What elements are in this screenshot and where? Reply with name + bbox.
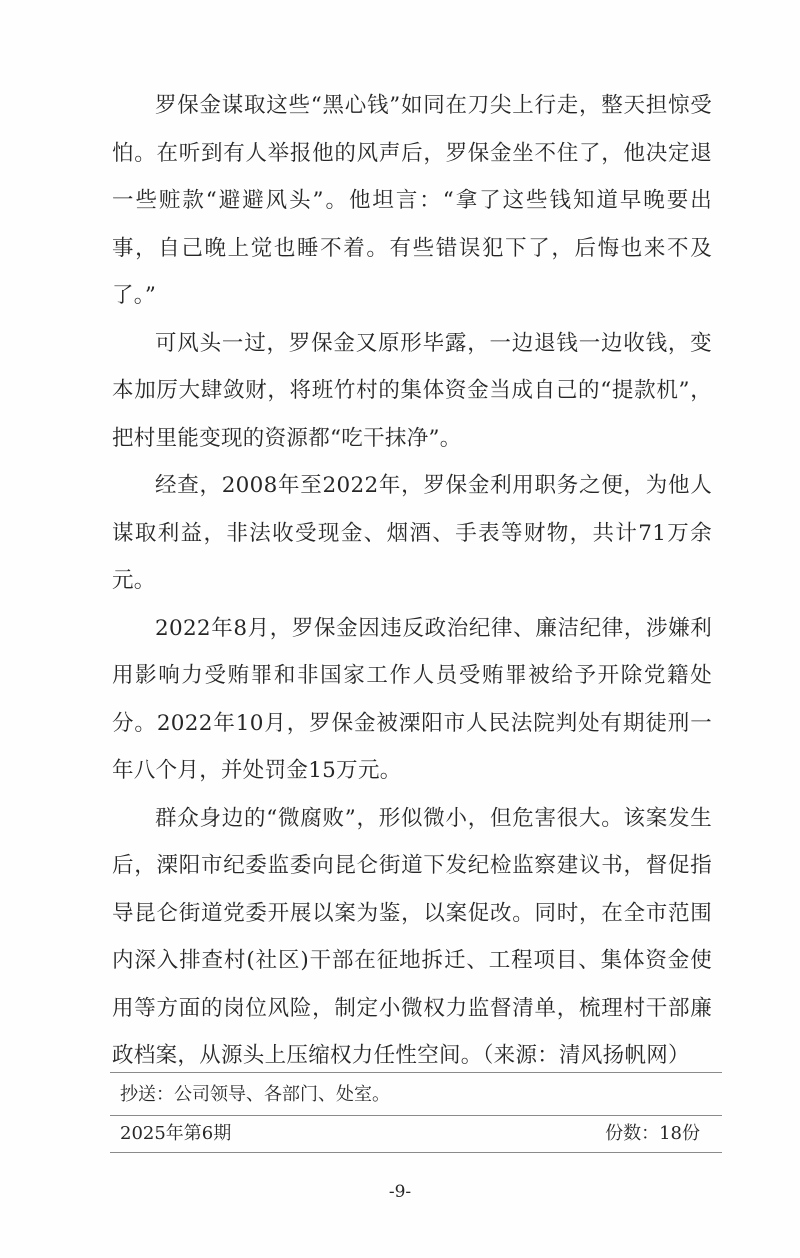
paragraph-2: 可风头一过，罗保金又原形毕露，一边退钱一边收钱，变本加厉大肆敛财，将班竹村的集体资金当成自己的“提款机”，把村里能变现的资源都“吃干抹净”。 <box>112 330 712 451</box>
paragraph-4: 2022年8月，罗保金因违反政治纪律、廉洁纪律，涉嫌利用影响力受贿罪和非国家工作人员受贿罪被给予开除党籍处分。2022年10月，罗保金被溧阳市人民法院判处有期徒刑一年八个月，并处罚金15万元。 <box>112 615 712 783</box>
footer-divider-middle <box>110 1115 722 1116</box>
copy-count: 份数：18份 <box>605 1123 700 1144</box>
issue-number: 2025年第6期 <box>120 1123 232 1144</box>
paragraph-1: 罗保金谋取这些“黑心钱”如同在刀尖上行走，整天担惊受怕。在听到有人举报他的风声后，罗保金坐不住了，他决定退一些赃款“避避风头”。他坦言：“拿了这些钱知道早晚要出事，自己晚上觉也睡不着。有些错误犯下了，后悔也来不及了。” <box>112 93 712 308</box>
article-body <box>112 82 712 1080</box>
footer-divider-top <box>110 1072 722 1073</box>
footer-divider-bottom <box>110 1152 722 1153</box>
paragraph-5: 群众身边的“微腐败”，形似微小，但危害很大。该案发生后，溧阳市纪委监委向昆仑街道下发纪检监察建议书，督促指导昆仑街道党委开展以案为鉴，以案促改。同时，在全市范围内深入排查村(社区)干部在征地拆迁、工程项目、集体资金使用等方面的岗位风险，制定小微权力监督清单，梳理村干部廉政档案，从源头上压缩权力任性空间。（来源：清风扬帆网） <box>112 805 712 1068</box>
page-number: -9- <box>388 1182 412 1202</box>
cc-recipients: 抄送：公司领导、各部门、处室。 <box>120 1084 390 1105</box>
paragraph-3: 经查，2008年至2022年，罗保金利用职务之便，为他人谋取利益，非法收受现金、烟酒、手表等财物，共计71万余元。 <box>112 473 712 593</box>
